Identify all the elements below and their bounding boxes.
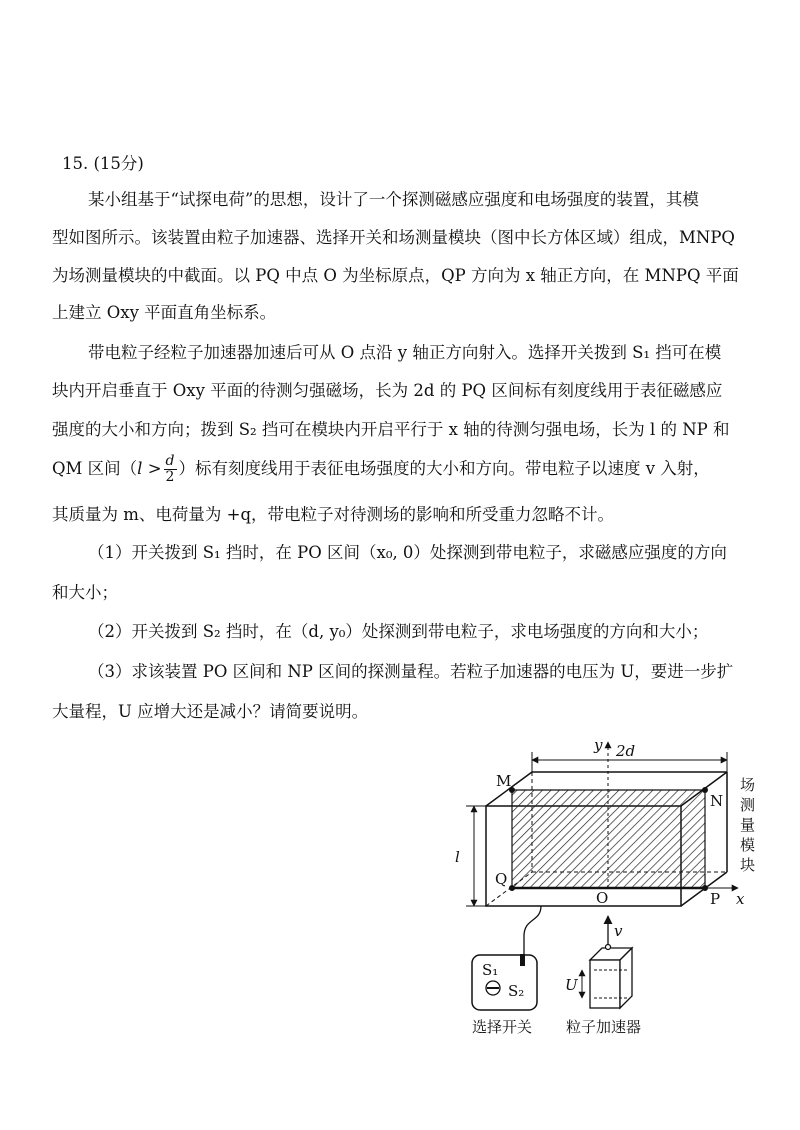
cable xyxy=(524,906,541,958)
q2-line: （2）开关拨到 S₂ 挡时，在（d, y₀）处探测到带电粒子，求电场强度的方向和大小； xyxy=(88,622,709,641)
intro-line-3: 为场测量模块的中截面。以 PQ 中点 O 为坐标原点，QP 方向为 x 轴正方向，在 MNPQ 平面 xyxy=(52,266,739,285)
point-q xyxy=(509,885,515,891)
switch-caption: 选择开关 xyxy=(472,1018,533,1036)
point-n xyxy=(702,787,708,793)
fraction-denominator: 2 xyxy=(165,469,175,485)
p2-line-5: 其质量为 m、电荷量为 +q，带电粒子对待测场的影响和所受重力忽略不计。 xyxy=(52,505,615,524)
fraction-numerator: d xyxy=(165,453,175,469)
intro-line-1: 某小组基于“试探电荷”的思想，设计了一个探测磁感应强度和电场强度的装置，其模 xyxy=(88,190,699,209)
intro-line-2: 型如图所示。该装置由粒子加速器、选择开关和场测量模块（图中长方体区域）组成，MNPQ xyxy=(52,228,735,247)
label-u: U xyxy=(565,976,578,994)
label-m: M xyxy=(496,772,512,790)
label-v: v xyxy=(614,922,623,940)
module-char-3: 量 xyxy=(740,816,756,834)
q3-line-1: （3）求该装置 PO 区间和 NP 区间的探测量程。若粒子加速器的电压为 U，要进一步扩 xyxy=(88,662,734,681)
intro-line-4: 上建立 Oxy 平面直角坐标系。 xyxy=(52,303,277,322)
particle-accelerator xyxy=(590,948,632,1008)
module-char-5: 块 xyxy=(740,856,756,874)
p2-line-4-end: ）标有刻度线用于表征电场强度的大小和方向。带电粒子以速度 v 入射， xyxy=(178,459,710,478)
label-n: N xyxy=(710,792,724,810)
accelerator-caption: 粒子加速器 xyxy=(566,1018,642,1036)
module-char-1: 场 xyxy=(740,776,756,794)
label-p: P xyxy=(710,890,721,908)
q3-line-2: 大量程，U 应增大还是减小？请简要说明。 xyxy=(52,702,369,721)
p2-line-1: 带电粒子经粒子加速器加速后可从 O 点沿 y 轴正方向射入。选择开关拨到 S₁ 挡可在模 xyxy=(88,343,722,362)
var-l: l xyxy=(137,459,143,478)
question-number: 15. (15分) xyxy=(62,154,144,173)
label-2d: 2d xyxy=(616,742,636,760)
module-char-2: 测 xyxy=(740,796,756,814)
p2-line-2: 块内开启垂直于 Oxy 平面的待测匀强磁场，长为 2d 的 PQ 区间标有刻度线用于表征磁感应 xyxy=(52,381,723,400)
q1-line-2: 和大小； xyxy=(52,583,118,602)
p2-line-4-start: QM 区间（ xyxy=(52,459,138,478)
q1-line-1: （1）开关拨到 S₁ 挡时，在 PO 区间（x₀, 0）处探测到带电粒子，求磁感应强度的方向 xyxy=(88,543,727,562)
p2-line-3: 强度的大小和方向；拨到 S₂ 挡可在模块内开启平行于 x 轴的待测匀强电场，长为 l 的 NP 和 xyxy=(52,420,730,439)
label-x: x xyxy=(736,890,745,908)
particle-exit xyxy=(606,945,611,950)
label-q: Q xyxy=(495,870,508,888)
label-s2: S₂ xyxy=(508,982,525,1000)
module-char-4: 模 xyxy=(740,836,756,854)
switch-knob xyxy=(520,954,525,966)
label-s1: S₁ xyxy=(482,961,499,979)
label-y: y xyxy=(594,736,603,754)
label-o: O xyxy=(596,889,609,907)
label-l: l xyxy=(455,848,460,866)
gt-sign: > xyxy=(142,459,162,478)
